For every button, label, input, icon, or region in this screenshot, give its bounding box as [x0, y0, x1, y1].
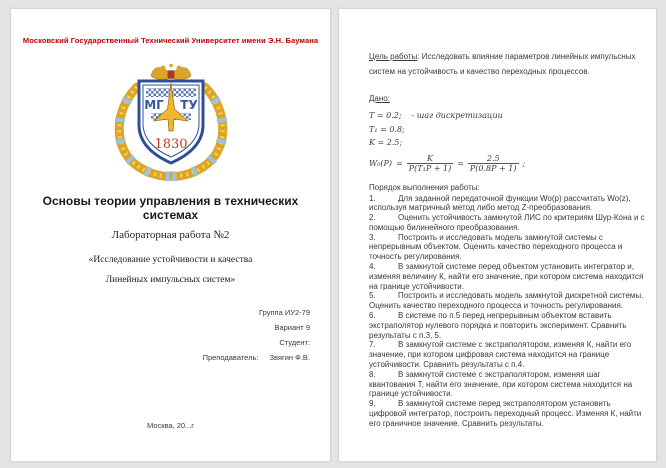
teacher-line	[203, 350, 310, 365]
teacher-label: Преподаватель:	[202, 353, 259, 362]
teacher-name: Звягин Ф.В.	[269, 353, 310, 362]
group-line: Группа ИУ2-79	[258, 308, 310, 317]
procedure-step-7: 7. В замкнутой системе с экстраполятором, изменяя К, найти его значение, при котором цифровая система находится на границе устойчивости. Сравнить результаты с п.4.	[369, 340, 632, 370]
formula-lhs: W₀(P)	[369, 158, 393, 168]
procedure-heading: Порядок выполнения работы:	[369, 182, 480, 192]
university-name: Московский Государственный Технический Университет имени Э.Н. Баумана	[22, 36, 319, 45]
procedure-step-5: 5. Построить и исследовать модель замкнутой дискретной системы. Оценить качество переходного процесса и точность регулирования.	[369, 291, 644, 311]
procedure-step-4: 4. В замкнутой системе перед объектом установить интегратор и, изменяя величину К, найти его значение, при котором система находится на границе устойчивости.	[369, 262, 644, 291]
goal-paragraph	[369, 49, 647, 79]
procedure-step-6: 6. В системе по п.5 перед непрерывным объектом вставить экстраполятор нулевого порядка и повторить эксперимент. Сравнить результаты с п.3, 5.	[369, 311, 627, 340]
emblem-shield	[139, 81, 203, 163]
formula-fraction-1: $\frac{K}{\text{P(T₁P + 1)}}$	[408, 153, 452, 173]
credits-block	[203, 305, 310, 365]
given-line-3: K = 2.5;	[369, 138, 403, 147]
procedure-step-2: 2. Оценить устойчивость замкнутой ЛИС по критериям Шур-Кона и с помощью билинейного преобразования.	[369, 213, 645, 232]
formula-equals-2: =	[457, 158, 464, 168]
lab-title: Лабораторная работа №2	[111, 229, 230, 241]
university-emblem-icon	[101, 61, 241, 181]
procedure-step-3: 3. Построить и исследовать модель замкнутой системы с непрерывным объектом. Оценить качество переходного процесса и точность регулирования.	[369, 232, 623, 262]
procedure-step-8: 8. В замкнутой системе с экстраполятором, изменяя шаг квантования Т, найти его значение, при котором система находится на границе устойчивости.	[369, 369, 633, 399]
task-body	[339, 9, 656, 429]
formula-equals-1: =	[396, 158, 403, 168]
emblem-abbr-right: ТУ	[179, 98, 198, 112]
given-line-2: T₁ = 0.8;	[369, 124, 405, 134]
formula-tail: ;	[522, 158, 526, 168]
given-line-1: T = 0.2; - шаг дискретизации	[369, 111, 503, 120]
emblem-year: 1830	[153, 137, 188, 152]
formula-fraction-2: $\frac{2.5}{P(0.8P + 1)}$	[469, 153, 517, 173]
procedure-step-9: 9. В замкнутой системе перед экстраполятором установить цифровой интегратор, построить переходный процесс. Изменяя К, найти его граничное значение. Сравнить результаты.	[369, 399, 642, 428]
student-line: Студент:	[279, 338, 310, 347]
university-emblem	[11, 61, 330, 186]
task-page[interactable]	[338, 8, 657, 462]
lab-subtitle-line1: «Исследование устойчивости и качества	[88, 255, 253, 265]
goal-text: : Исследовать влияние параметров линейных импульсных систем на устойчивость и качество переходных процессов.	[369, 52, 636, 76]
footer-city: Москва, 20...г	[146, 421, 195, 430]
transfer-function-formula	[369, 154, 647, 173]
variant-line: Вариант 9	[274, 323, 310, 332]
lab-subtitle-line2: Линейных импульсных систем»	[105, 275, 236, 285]
given-note-1: - шаг дискретизации	[411, 111, 503, 120]
given-label: Дано:	[369, 94, 390, 103]
course-title: Основы теории управления в технических системах	[42, 194, 299, 222]
title-page[interactable]	[10, 8, 331, 462]
goal-label: Цель работы	[369, 52, 418, 61]
emblem-abbr-left: МГ	[143, 98, 164, 112]
procedure-step-1: 1. Для заданной передаточной функции Wo(p) рассчитать Wo(z), используя матричный метод либо метод Z-преобразования.	[369, 193, 631, 213]
emblem-eagle-icon	[151, 64, 191, 80]
